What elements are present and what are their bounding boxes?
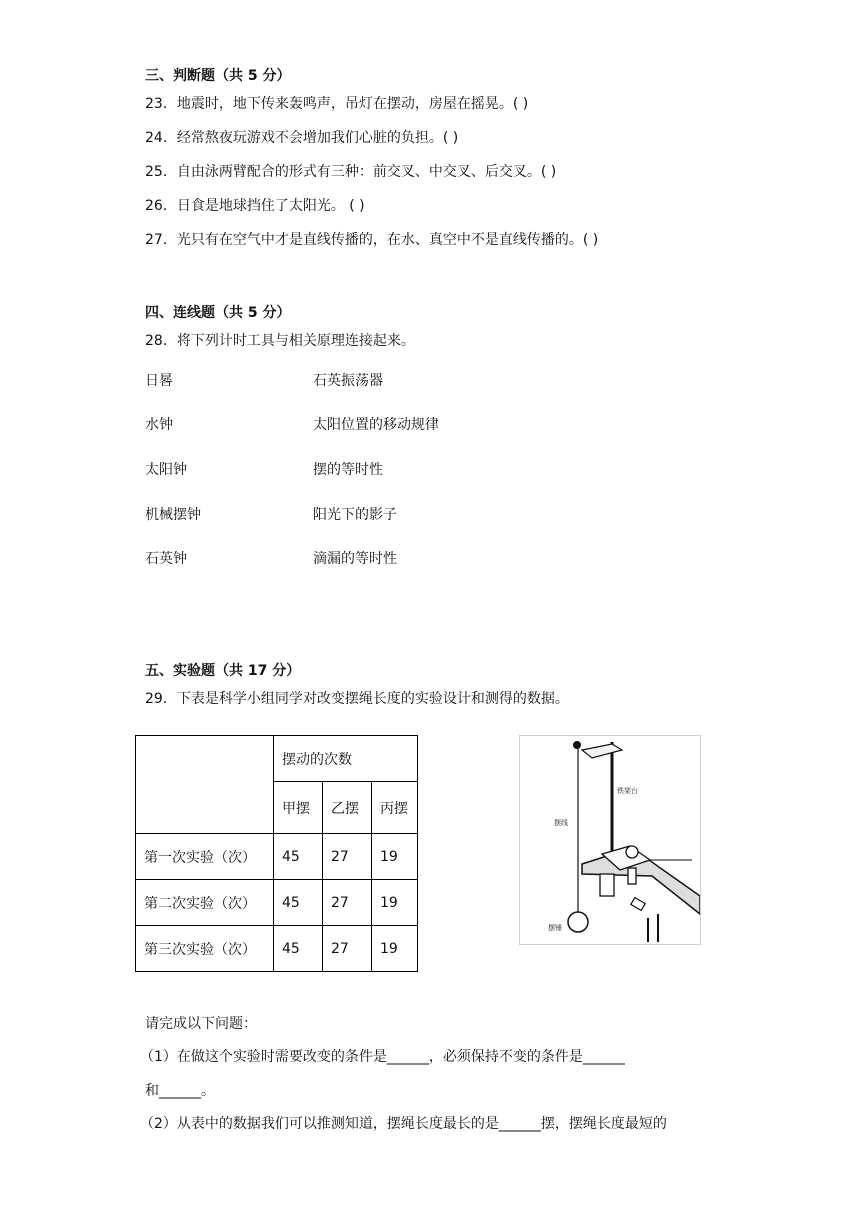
table-row — [136, 880, 418, 926]
question-25: 25．自由泳两臂配合的形式有三种：前交叉、中交叉、后交叉。( ) — [145, 164, 557, 180]
table-group-header: 摆动的次数 — [274, 736, 418, 782]
table-cell: 27 — [323, 834, 372, 880]
match-right-item: 太阳位置的移动规律 — [313, 417, 439, 433]
figure-label-stand: 铁架台 — [617, 787, 638, 795]
match-right-item: 摆的等时性 — [313, 462, 383, 478]
question-24: 24．经常熬夜玩游戏不会增加我们心脏的负担。( ) — [145, 130, 459, 146]
question-29: 29．下表是科学小组同学对改变摆绳长度的实验设计和测得的数据。 — [145, 691, 569, 707]
questions-prompt: 请完成以下问题： — [145, 1016, 257, 1032]
match-left-item: 日晷 — [145, 373, 173, 389]
table-column-header: 丙摆 — [372, 782, 418, 834]
figure-label-string: 摆线 — [554, 819, 568, 827]
table-cell: 45 — [274, 926, 323, 972]
match-right-item: 阳光下的影子 — [313, 507, 397, 523]
question-28: 28．将下列计时工具与相关原理连接起来。 — [145, 333, 415, 349]
experiment-table — [135, 735, 418, 972]
sub-question-2-line1: （2）从表中的数据我们可以推测知道，摆绳长度最长的是______摆，摆绳长度最短的 — [140, 1116, 667, 1132]
figure-label-bob: 摆锤 — [548, 924, 562, 932]
table-cell: 27 — [323, 880, 372, 926]
table-cell: 19 — [372, 880, 418, 926]
sub-question-1-line1: （1）在做这个实验时需要改变的条件是______，必须保持不变的条件是______ — [140, 1049, 625, 1065]
section5-heading: 五、实验题（共 17 分） — [145, 663, 301, 679]
question-26: 26．日食是地球挡住了太阳光。 ( ) — [145, 198, 365, 214]
table-corner-cell — [136, 736, 274, 834]
question-23: 23．地震时，地下传来轰鸣声，吊灯在摆动，房屋在摇晃。( ) — [145, 96, 529, 112]
table-row-label: 第二次实验（次） — [136, 880, 274, 926]
table-column-header: 甲摆 — [274, 782, 323, 834]
table-row-label: 第一次实验（次） — [136, 834, 274, 880]
table-cell: 45 — [274, 880, 323, 926]
question-27: 27．光只有在空气中才是直线传播的，在水、真空中不是直线传播的。( ) — [145, 232, 599, 248]
table-cell: 19 — [372, 926, 418, 972]
match-left-item: 机械摆钟 — [145, 507, 201, 523]
table-cell: 19 — [372, 834, 418, 880]
pendulum-illustration — [520, 736, 700, 944]
table-column-header: 乙摆 — [323, 782, 372, 834]
table-row — [136, 926, 418, 972]
sub-question-1-line2: 和______。 — [145, 1083, 215, 1099]
match-right-item: 石英振荡器 — [313, 373, 383, 389]
match-left-item: 太阳钟 — [145, 462, 187, 478]
section3-heading: 三、判断题（共 5 分） — [145, 68, 291, 84]
table-cell: 45 — [274, 834, 323, 880]
pendulum-apparatus-figure — [519, 735, 701, 945]
table-row — [136, 834, 418, 880]
match-left-item: 水钟 — [145, 417, 173, 433]
section4-heading: 四、连线题（共 5 分） — [145, 305, 291, 321]
table-row-label: 第三次实验（次） — [136, 926, 274, 972]
match-right-item: 滴漏的等时性 — [313, 551, 397, 567]
match-left-item: 石英钟 — [145, 551, 187, 567]
table-cell: 27 — [323, 926, 372, 972]
